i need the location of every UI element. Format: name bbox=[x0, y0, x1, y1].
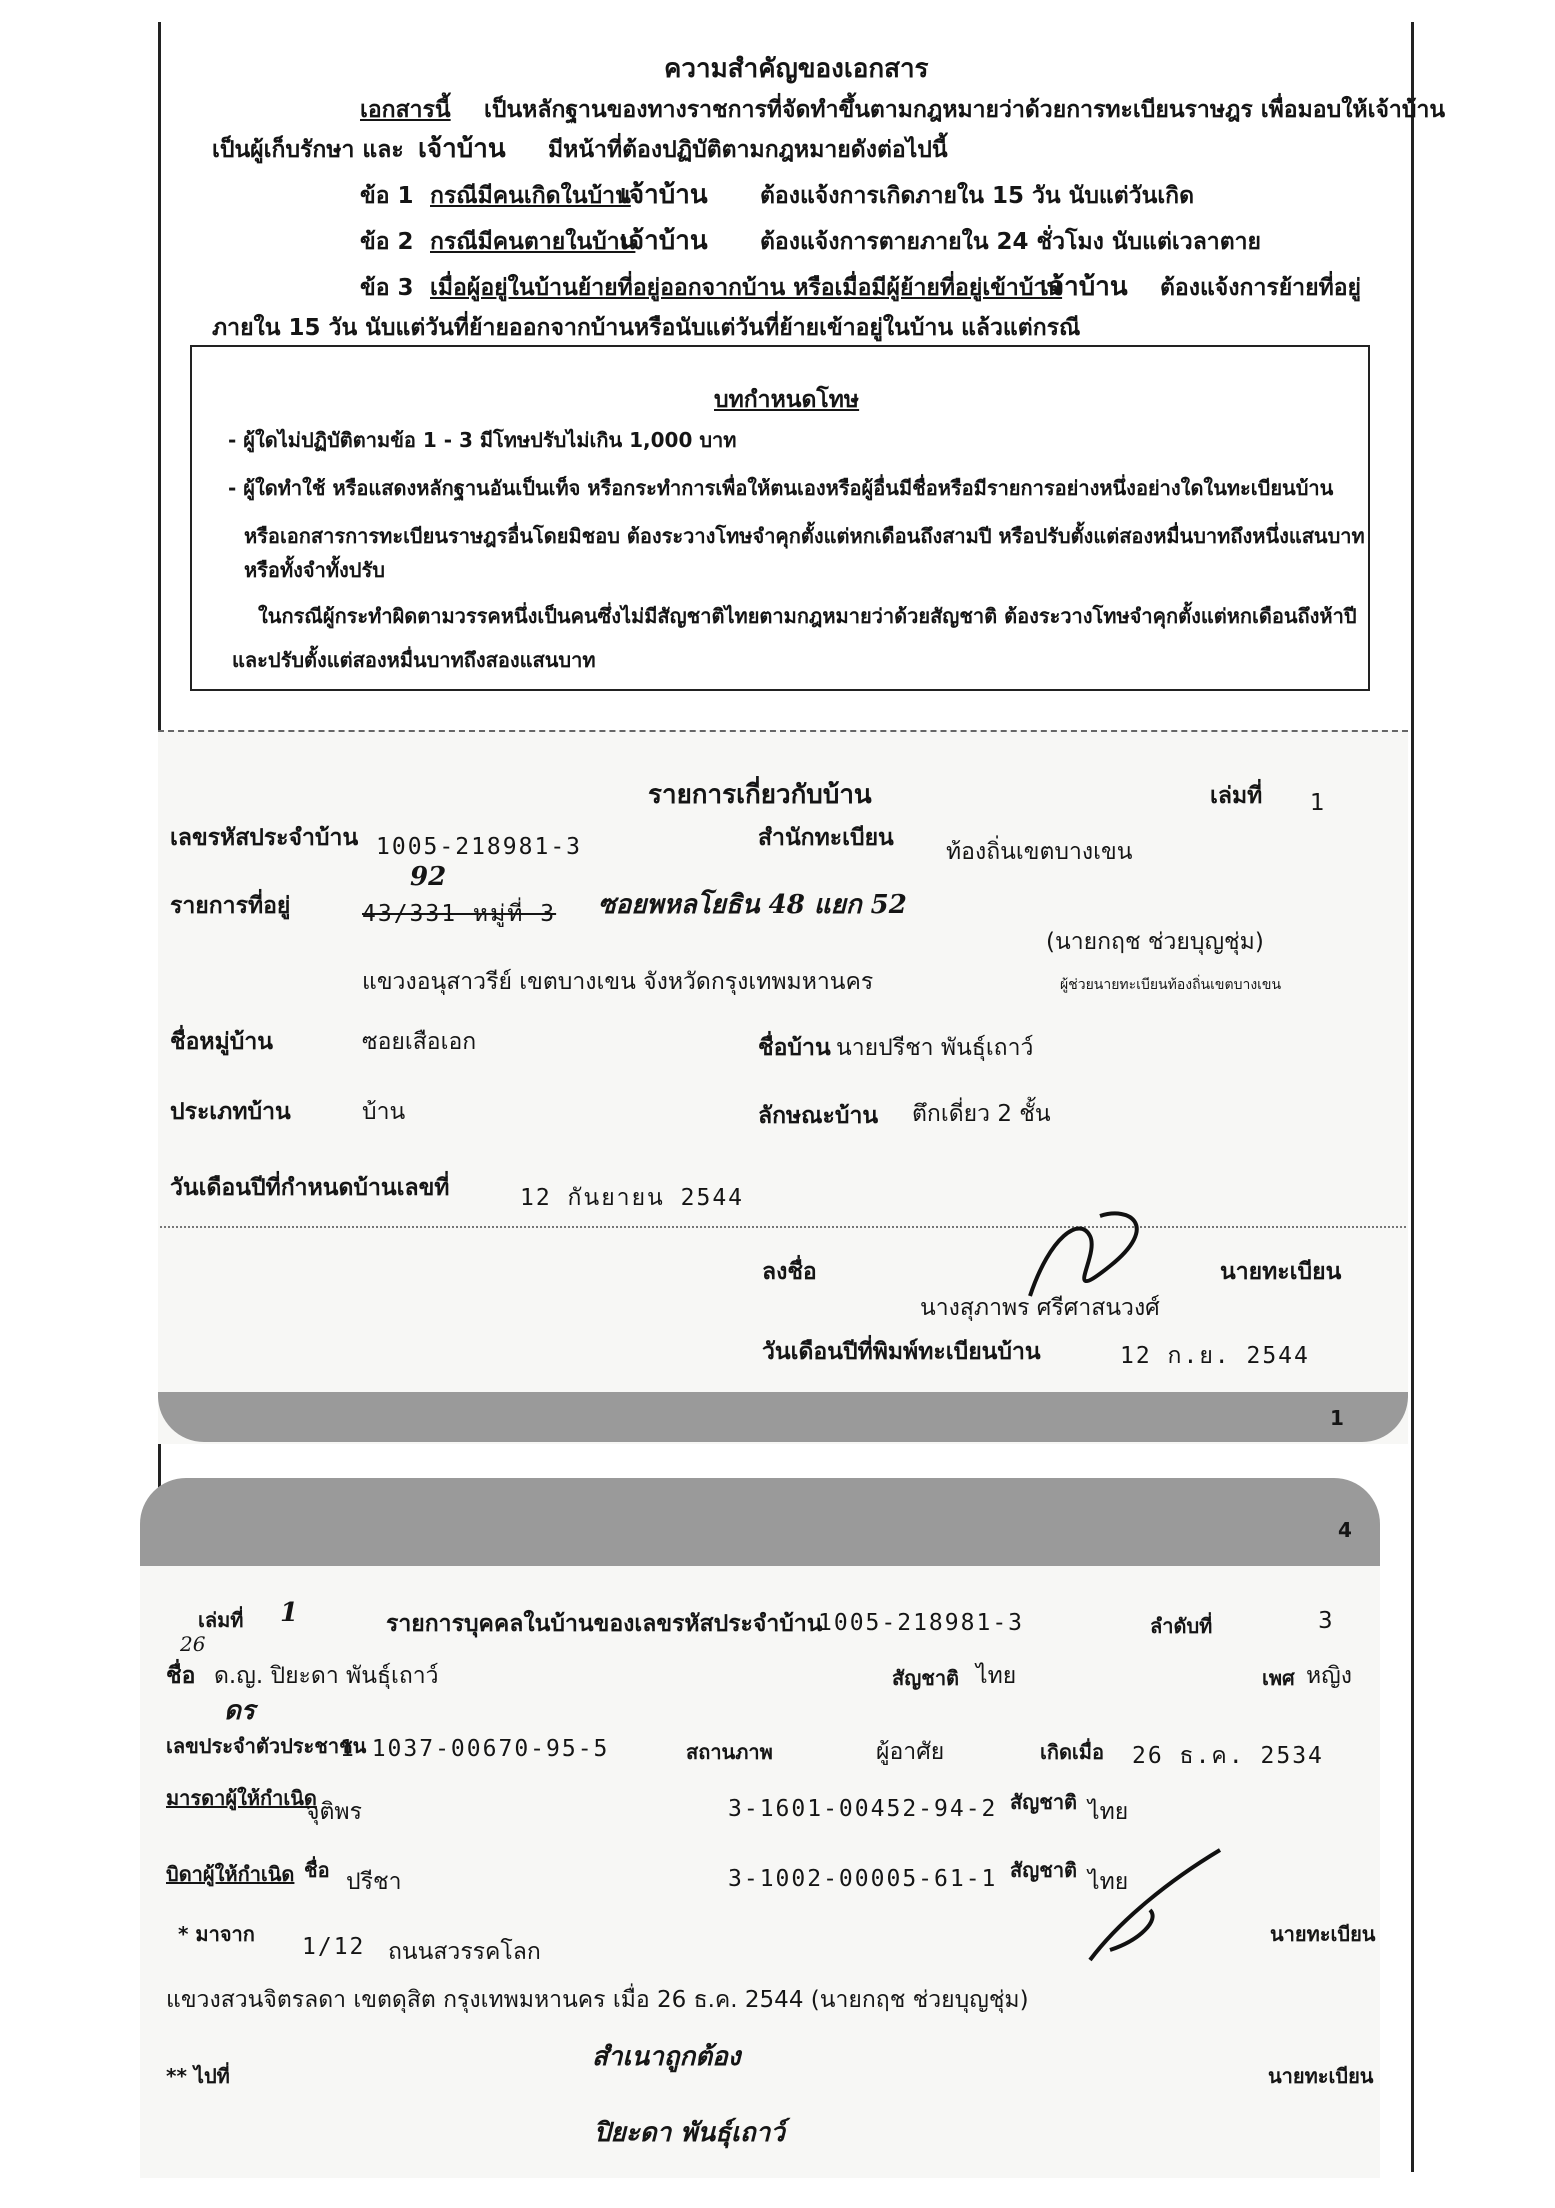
address-soi: ซอยพหลโยธิน 48 แยก 52 bbox=[598, 890, 907, 920]
person-id-value: 1-1037-00670-95-5 bbox=[340, 1736, 610, 1762]
mother-name: จุติพร bbox=[306, 1799, 362, 1825]
person-nationality-label: สัญชาติ bbox=[892, 1666, 960, 1690]
assigned-date-label: วันเดือนปีที่กำหนดบ้านเลขที่ bbox=[170, 1175, 450, 1201]
clause2-case: กรณีมีคนตายในบ้าน bbox=[430, 229, 636, 255]
person-card-page-number: 4 bbox=[1338, 1518, 1352, 1542]
printed-date-label: วันเดือนปีที่พิมพ์ทะเบียนบ้าน bbox=[762, 1339, 1041, 1365]
intro-line2-c: มีหน้าที่ต้องปฏิบัติตามกฎหมายดังต่อไปนี้ bbox=[548, 137, 948, 163]
house-book-label: เล่มที่ bbox=[1210, 783, 1263, 809]
penalty-line5: ในกรณีผู้กระทำผิดตามวรรคหนึ่งเป็นคนซึ่งไม่มีสัญชาติไทยตามกฎหมายว่าด้วยสัญชาติ ต้องระวางโทษจำคุกตั้งแต่หกเดือนถึงห้าปี bbox=[258, 604, 1357, 628]
moved-to-label: ** ไปที่ bbox=[166, 2064, 230, 2088]
office-label: สำนักทะเบียน bbox=[758, 825, 894, 851]
house-card-title: รายการเกี่ยวกับบ้าน bbox=[648, 780, 872, 810]
father-label: บิดาผู้ให้กำเนิด bbox=[166, 1862, 295, 1886]
house-name-label: ชื่อบ้าน bbox=[758, 1035, 831, 1061]
father-signature bbox=[1080, 1840, 1230, 1970]
moved-from-road: ถนนสวรรคโลก bbox=[388, 1939, 541, 1965]
house-type-label: ประเภทบ้าน bbox=[170, 1099, 291, 1125]
moved-to-value: สำเนาถูกต้อง bbox=[592, 2042, 741, 2072]
house-card-divider bbox=[160, 1226, 1406, 1228]
printed-date-value: 12 ก.ย. 2544 bbox=[1120, 1343, 1310, 1369]
penalty-line3: หรือเอกสารการทะเบียนราษฎรอื่นโดยมิชอบ ต้องระวางโทษจำคุกตั้งแต่หกเดือนถึงสามปี หรือปรับตั้งแต่สองหมื่นบาทถึงหนึ่งแสนบาท bbox=[244, 524, 1365, 548]
mother-nationality: ไทย bbox=[1088, 1799, 1129, 1825]
house-name-value: นายปรีชา พันธุ์เถาว์ bbox=[836, 1035, 1034, 1061]
address-registrar-name: (นายกฤช ช่วยบุญชุ่ม) bbox=[1046, 929, 1264, 955]
person-sex-value: หญิง bbox=[1306, 1663, 1352, 1689]
moved-from-label: * มาจาก bbox=[178, 1922, 255, 1946]
clause3-number: ข้อ 3 bbox=[360, 275, 414, 301]
assigned-date-value: 12 กันยายน 2544 bbox=[520, 1185, 745, 1211]
person-nationality-value: ไทย bbox=[976, 1663, 1017, 1689]
mother-id: 3-1601-00452-94-2 bbox=[728, 1796, 998, 1822]
person-book-value: 1 bbox=[280, 1598, 299, 1628]
person-card-header-band bbox=[140, 1478, 1380, 1566]
person-sex-label: เพศ bbox=[1262, 1666, 1295, 1690]
father-nationality-label: สัญชาติ bbox=[1010, 1858, 1078, 1882]
person-id-label: เลขประจำตัวประชาชน bbox=[166, 1734, 367, 1758]
clause2-actor: เจ้าบ้าน bbox=[620, 226, 708, 256]
father-name: ปรีชา bbox=[346, 1869, 402, 1895]
person-book-label: เล่มที่ bbox=[198, 1608, 244, 1632]
moved-to-registrar-label: นายทะเบียน bbox=[1268, 2064, 1374, 2088]
clause3-case: เมื่อผู้อยู่ในบ้านย้ายที่อยู่ออกจากบ้าน หรือเมื่อมีผู้ย้ายที่อยู่เข้าบ้าน bbox=[430, 275, 1063, 301]
clause3-line2: ภายใน 15 วัน นับแต่วันที่ย้ายออกจากบ้านหรือนับแต่วันที่ย้ายเข้าอยู่ในบ้าน แล้วแต่กรณี bbox=[212, 315, 1081, 341]
person-header: รายการบุคคลในบ้านของเลขรหัสประจำบ้าน bbox=[386, 1611, 823, 1637]
clause1-case: กรณีมีคนเกิดในบ้าน bbox=[430, 183, 631, 209]
mother-nationality-label: สัญชาติ bbox=[1010, 1790, 1078, 1814]
address-label: รายการที่อยู่ bbox=[170, 893, 291, 919]
house-code-label: เลขรหัสประจำบ้าน bbox=[170, 825, 359, 851]
intro-keyword: เอกสารนี้ bbox=[360, 97, 451, 123]
penalty-line4: หรือทั้งจำทั้งปรับ bbox=[244, 558, 385, 582]
person-seq-value: 3 bbox=[1318, 1608, 1333, 1634]
moved-from-number: 1/12 bbox=[302, 1934, 366, 1960]
mother-label: มารดาผู้ให้กำเนิด bbox=[166, 1786, 317, 1810]
person-seq-label: ลำดับที่ bbox=[1150, 1614, 1213, 1638]
clause3-actor: เจ้าบ้าน bbox=[1040, 272, 1128, 302]
moved-from-registrar-label: นายทะเบียน bbox=[1270, 1922, 1376, 1946]
clause2-text: ต้องแจ้งการตายภายใน 24 ชั่วโมง นับแต่เวลาตาย bbox=[760, 229, 1262, 255]
clause1-text: ต้องแจ้งการเกิดภายใน 15 วัน นับแต่วันเกิด bbox=[760, 183, 1195, 209]
penalty-line2: - ผู้ใดทำใช้ หรือแสดงหลักฐานอันเป็นเท็จ หรือกระทำการเพื่อให้ตนเองหรือผู้อื่นมีชื่อหรือมีรายการอย่างหนึ่งอย่างใดในทะเบียนบ้าน bbox=[228, 476, 1334, 500]
house-card-page-number: 1 bbox=[1330, 1406, 1344, 1430]
sign-label: ลงชื่อ bbox=[762, 1259, 817, 1285]
father-id: 3-1002-00005-61-1 bbox=[728, 1866, 998, 1892]
signer-name: นางสุภาพร ศรีศาสนวงศ์ bbox=[920, 1295, 1160, 1321]
person-born-value: 26 ธ.ค. 2534 bbox=[1132, 1743, 1324, 1769]
father-nationality: ไทย bbox=[1088, 1869, 1129, 1895]
house-card-footer-band bbox=[158, 1392, 1408, 1442]
intro-line2-b: เจ้าบ้าน bbox=[418, 134, 506, 164]
person-name-value: ด.ญ. ปิยะดา พันธุ์เถาว์ bbox=[214, 1663, 439, 1689]
house-book-value: 1 bbox=[1310, 790, 1325, 816]
address-registrar-title: ผู้ช่วยนายทะเบียนท้องถิ่นเขตบางเขน bbox=[1060, 977, 1282, 993]
address-line2: แขวงอนุสาวรีย์ เขตบางเขน จังหวัดกรุงเทพมหานคร bbox=[362, 969, 874, 995]
village-value: ซอยเสือเอก bbox=[362, 1029, 477, 1055]
person-status-value: ผู้อาศัย bbox=[876, 1739, 945, 1765]
clause3-text: ต้องแจ้งการย้ายที่อยู่ bbox=[1160, 275, 1362, 301]
clause1-number: ข้อ 1 bbox=[360, 183, 414, 209]
penalty-line1: - ผู้ใดไม่ปฏิบัติตามข้อ 1 - 3 มีโทษปรับไม่เกิน 1,000 บาท bbox=[228, 428, 737, 452]
person-born-label: เกิดเมื่อ bbox=[1040, 1740, 1104, 1764]
village-label: ชื่อหมู่บ้าน bbox=[170, 1029, 273, 1055]
certify-signature-name: ปิยะดา พันธุ์เถาว์ bbox=[594, 2118, 785, 2148]
house-code-value: 1005-218981-3 bbox=[376, 834, 583, 860]
person-name-label: ชื่อ bbox=[166, 1663, 196, 1689]
intro-line2-a: เป็นผู้เก็บรักษา และ bbox=[212, 137, 404, 163]
penalty-title: บทกำหนดโทษ bbox=[714, 387, 860, 413]
clause2-number: ข้อ 2 bbox=[360, 229, 414, 255]
address-old-number: 43/331 หมู่ที่ 3 bbox=[362, 901, 557, 927]
handwritten-nickname: ดร bbox=[224, 1696, 255, 1726]
house-char-label: ลักษณะบ้าน bbox=[758, 1103, 879, 1129]
house-type-value: บ้าน bbox=[362, 1099, 406, 1125]
moved-from-line2: แขวงสวนจิตรลดา เขตดุสิต กรุงเทพมหานคร เมื่อ 26 ธ.ค. 2544 (นายกฤช ช่วยบุญชุ่ม) bbox=[166, 1987, 1029, 2013]
sign-role: นายทะเบียน bbox=[1220, 1259, 1342, 1285]
father-name-label: ชื่อ bbox=[304, 1858, 330, 1882]
handwritten-date: 26 bbox=[180, 1632, 206, 1656]
office-value: ท้องถิ่นเขตบางเขน bbox=[946, 839, 1133, 865]
intro-line1: เป็นหลักฐานของทางราชการที่จัดทำขึ้นตามกฎหมายว่าด้วยการทะเบียนราษฎร เพื่อมอบให้เจ้าบ้าน bbox=[484, 97, 1446, 123]
person-status-label: สถานภาพ bbox=[686, 1740, 773, 1764]
address-new-number: 92 bbox=[410, 862, 447, 892]
person-house-code: 1005-218981-3 bbox=[818, 1610, 1025, 1636]
penalty-line6: และปรับตั้งแต่สองหมื่นบาทถึงสองแสนบาท bbox=[232, 648, 596, 672]
clause1-actor: เจ้าบ้าน bbox=[620, 180, 708, 210]
notice-title: ความสำคัญของเอกสาร bbox=[664, 54, 929, 84]
house-char-value: ตึกเดี่ยว 2 ชั้น bbox=[912, 1101, 1051, 1127]
